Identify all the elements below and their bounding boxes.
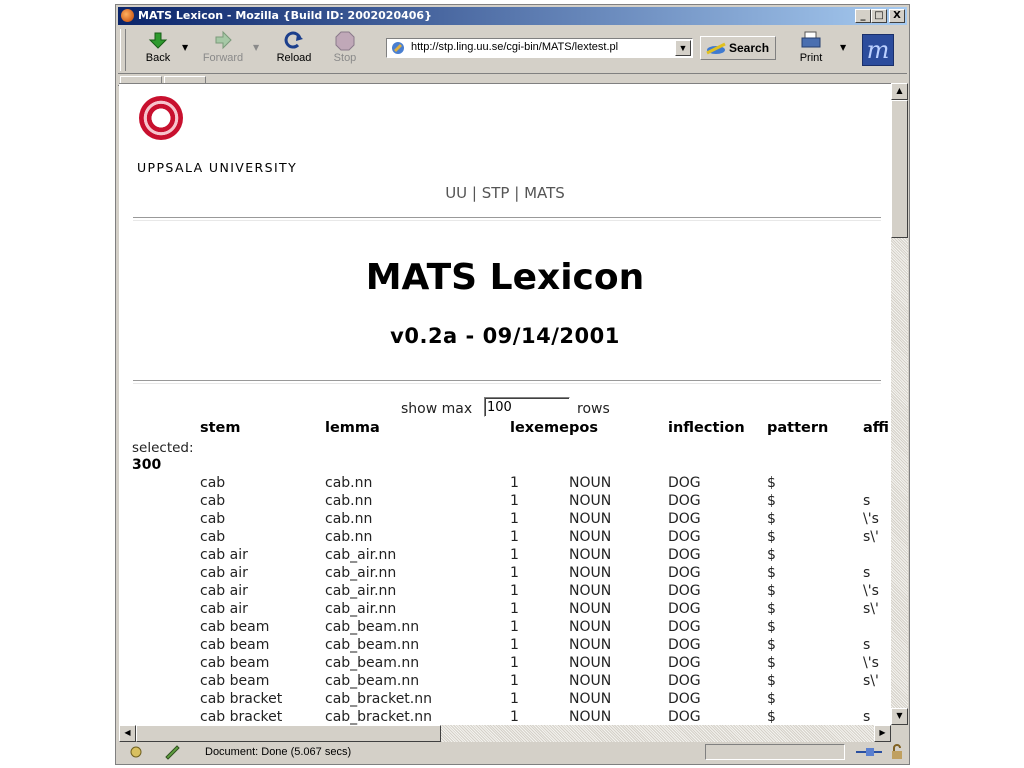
table-row [119, 583, 891, 601]
online-status-icon[interactable] [854, 744, 888, 760]
page-title: MATS Lexicon [365, 257, 645, 298]
row-inflection-cell: DOG [668, 709, 701, 725]
row-stem-cell: cab bracket [200, 691, 283, 707]
row-affix-cell: s\' [863, 529, 879, 545]
divider-bottom [133, 380, 881, 384]
forward-button[interactable] [200, 30, 246, 70]
row-pos-cell: NOUN [569, 691, 612, 707]
row-inflection-cell: DOG [668, 601, 701, 617]
row-pattern-cell: $ [767, 637, 776, 653]
row-pos-cell: NOUN [569, 475, 612, 491]
column-header-pattern: pattern [767, 420, 829, 436]
row-affix-cell: s [863, 709, 871, 725]
row-lexeme-cell: 1 [510, 637, 519, 653]
stop-label: Stop [333, 52, 357, 64]
row-affix-cell: \'s [863, 583, 879, 599]
row-inflection-cell: DOG [668, 619, 701, 635]
nav-link-uu[interactable]: UU [445, 184, 468, 202]
reload-label: Reload [276, 52, 312, 64]
row-pattern-cell: $ [767, 547, 776, 563]
row-lemma-cell: cab_beam.nn [325, 637, 420, 653]
column-header-affix: affi [863, 420, 889, 436]
row-stem-cell: cab bracket [200, 709, 283, 725]
row-pattern-cell: $ [767, 709, 776, 725]
row-lemma-cell: cab_beam.nn [325, 619, 420, 635]
table-row [119, 493, 891, 511]
printer-icon [799, 30, 823, 52]
back-label: Back [145, 52, 171, 64]
table-row [119, 475, 891, 493]
row-pattern-cell: $ [767, 691, 776, 707]
forward-history-dropdown[interactable]: ▼ [253, 43, 260, 52]
column-header-lexeme: lexeme [510, 420, 569, 436]
mozilla-icon [121, 9, 134, 22]
lexicon-table-body [119, 475, 891, 726]
row-inflection-cell: DOG [668, 637, 701, 653]
row-lemma-cell: cab_air.nn [325, 547, 397, 563]
search-label: Search [729, 41, 770, 55]
selected-count: 300 [132, 457, 162, 473]
row-lemma-cell: cab_bracket.nn [325, 691, 432, 707]
vertical-scrollbar[interactable] [891, 83, 908, 725]
stop-icon [333, 30, 357, 52]
row-pattern-cell: $ [767, 619, 776, 635]
table-row [119, 529, 891, 547]
row-pos-cell: NOUN [569, 655, 612, 671]
row-stem-cell: cab air [200, 565, 248, 581]
print-dropdown[interactable]: ▼ [840, 43, 847, 52]
url-dropdown-button[interactable]: ▼ [675, 40, 691, 56]
row-stem-cell: cab air [200, 601, 248, 617]
row-inflection-cell: DOG [668, 547, 701, 563]
row-lemma-cell: cab.nn [325, 511, 373, 527]
row-affix-cell: s [863, 565, 871, 581]
scroll-left-button[interactable]: ◀ [119, 725, 136, 742]
row-lexeme-cell: 1 [510, 655, 519, 671]
page-proxy-icon [391, 41, 405, 55]
row-pos-cell: NOUN [569, 709, 612, 725]
row-pattern-cell: $ [767, 565, 776, 581]
row-stem-cell: cab beam [200, 619, 270, 635]
nav-separator: | [509, 184, 525, 202]
row-lemma-cell: cab.nn [325, 493, 373, 509]
site-nav [119, 184, 891, 202]
row-pos-cell: NOUN [569, 637, 612, 653]
row-pattern-cell: $ [767, 475, 776, 491]
print-button[interactable] [794, 30, 828, 70]
row-affix-cell: \'s [863, 655, 879, 671]
row-inflection-cell: DOG [668, 565, 701, 581]
scroll-right-button[interactable]: ▶ [874, 725, 891, 742]
row-pos-cell: NOUN [569, 601, 612, 617]
back-history-dropdown[interactable]: ▼ [182, 43, 189, 52]
max-rows-input[interactable] [484, 397, 570, 417]
uppsala-university-seal [139, 96, 183, 140]
row-inflection-cell: DOG [668, 583, 701, 599]
row-inflection-cell: DOG [668, 655, 701, 671]
column-header-inflection: inflection [668, 420, 745, 436]
row-inflection-cell: DOG [668, 475, 701, 491]
compose-icon[interactable] [163, 744, 181, 760]
row-inflection-cell: DOG [668, 493, 701, 509]
divider-top [133, 217, 881, 221]
row-pattern-cell: $ [767, 583, 776, 599]
table-row [119, 709, 891, 726]
row-stem-cell: cab air [200, 583, 248, 599]
row-inflection-cell: DOG [668, 673, 701, 689]
row-inflection-cell: DOG [668, 529, 701, 545]
forward-arrow-icon [211, 30, 235, 52]
table-row [119, 619, 891, 637]
column-header-lemma: lemma [325, 420, 380, 436]
row-stem-cell: cab beam [200, 673, 270, 689]
row-pattern-cell: $ [767, 493, 776, 509]
row-affix-cell: s\' [863, 673, 879, 689]
security-icon [127, 744, 145, 760]
row-stem-cell: cab [200, 475, 226, 491]
row-lemma-cell: cab.nn [325, 475, 373, 491]
row-lexeme-cell: 1 [510, 511, 519, 527]
nav-separator: | [467, 184, 482, 202]
row-stem-cell: cab air [200, 547, 248, 563]
selected-label: selected: [132, 440, 194, 456]
nav-link-mats[interactable]: MATS [524, 184, 565, 202]
row-lemma-cell: cab_air.nn [325, 601, 397, 617]
search-icon [705, 40, 727, 56]
row-stem-cell: cab [200, 493, 226, 509]
row-stem-cell: cab beam [200, 655, 270, 671]
row-lemma-cell: cab_beam.nn [325, 673, 420, 689]
row-affix-cell: s [863, 637, 871, 653]
row-pos-cell: NOUN [569, 529, 612, 545]
row-lexeme-cell: 1 [510, 619, 519, 635]
row-lexeme-cell: 1 [510, 547, 519, 563]
lock-icon [889, 744, 905, 760]
university-name: UPPSALA UNIVERSITY [137, 160, 298, 175]
toolbar-grip[interactable] [120, 29, 126, 71]
reload-icon [282, 30, 306, 52]
row-pattern-cell: $ [767, 511, 776, 527]
minimize-button[interactable]: _ [855, 9, 871, 23]
row-lexeme-cell: 1 [510, 565, 519, 581]
page-content [119, 83, 891, 726]
row-lemma-cell: cab_air.nn [325, 565, 397, 581]
row-lemma-cell: cab_air.nn [325, 583, 397, 599]
table-row [119, 691, 891, 709]
column-header-stem: stem [200, 420, 241, 436]
status-panel [705, 744, 845, 760]
row-lexeme-cell: 1 [510, 601, 519, 617]
url-text: http://stp.ling.uu.se/cgi-bin/MATS/lextest.pl [411, 41, 619, 53]
row-lemma-cell: cab_beam.nn [325, 655, 420, 671]
show-max-label: show max [401, 401, 473, 417]
status-bar [119, 742, 908, 762]
table-row [119, 511, 891, 529]
table-row [119, 547, 891, 565]
stop-button[interactable] [328, 30, 362, 70]
row-affix-cell: s [863, 493, 871, 509]
row-affix-cell: \'s [863, 511, 879, 527]
url-bar[interactable] [386, 38, 693, 58]
nav-link-stp[interactable]: STP [481, 184, 510, 202]
status-text: Document: Done (5.067 secs) [205, 746, 352, 758]
row-stem-cell: cab beam [200, 637, 270, 653]
reload-button[interactable] [272, 30, 316, 70]
table-row [119, 565, 891, 583]
window-title: MATS Lexicon - Mozilla {Build ID: 2002020406} [138, 9, 432, 22]
search-button[interactable] [700, 36, 776, 60]
horizontal-scroll-thumb[interactable] [136, 725, 441, 742]
forward-label: Forward [202, 52, 244, 64]
row-pos-cell: NOUN [569, 547, 612, 563]
table-row [119, 673, 891, 691]
column-header-pos: pos [569, 420, 598, 436]
table-row [119, 637, 891, 655]
row-inflection-cell: DOG [668, 691, 701, 707]
back-arrow-icon [146, 30, 170, 52]
row-pattern-cell: $ [767, 601, 776, 617]
table-row [119, 655, 891, 673]
close-button[interactable]: X [889, 9, 905, 23]
row-affix-cell: s\' [863, 601, 879, 617]
version-subtitle: v0.2a - 09/14/2001 [390, 324, 620, 348]
row-lexeme-cell: 1 [510, 475, 519, 491]
scroll-up-button[interactable]: ▲ [891, 83, 908, 100]
print-label: Print [799, 52, 823, 64]
row-lexeme-cell: 1 [510, 583, 519, 599]
horizontal-scrollbar[interactable] [119, 725, 891, 742]
row-pos-cell: NOUN [569, 673, 612, 689]
row-lexeme-cell: 1 [510, 493, 519, 509]
row-pos-cell: NOUN [569, 565, 612, 581]
row-lexeme-cell: 1 [510, 673, 519, 689]
vertical-scroll-thumb[interactable] [891, 100, 908, 238]
row-pos-cell: NOUN [569, 511, 612, 527]
table-row [119, 601, 891, 619]
row-pos-cell: NOUN [569, 619, 612, 635]
row-pattern-cell: $ [767, 655, 776, 671]
row-lexeme-cell: 1 [510, 709, 519, 725]
maximize-button[interactable]: □ [871, 9, 887, 23]
back-button[interactable] [138, 30, 178, 70]
row-pos-cell: NOUN [569, 493, 612, 509]
mozilla-throbber-logo[interactable]: m [862, 34, 894, 66]
row-lexeme-cell: 1 [510, 691, 519, 707]
scroll-down-button[interactable]: ▼ [891, 708, 908, 725]
row-stem-cell: cab [200, 529, 226, 545]
row-lexeme-cell: 1 [510, 529, 519, 545]
row-pattern-cell: $ [767, 673, 776, 689]
row-lemma-cell: cab.nn [325, 529, 373, 545]
rows-label: rows [577, 401, 610, 417]
row-lemma-cell: cab_bracket.nn [325, 709, 432, 725]
navigation-toolbar [118, 27, 907, 74]
row-stem-cell: cab [200, 511, 226, 527]
row-pos-cell: NOUN [569, 583, 612, 599]
title-bar[interactable] [118, 7, 907, 25]
row-inflection-cell: DOG [668, 511, 701, 527]
row-pattern-cell: $ [767, 529, 776, 545]
